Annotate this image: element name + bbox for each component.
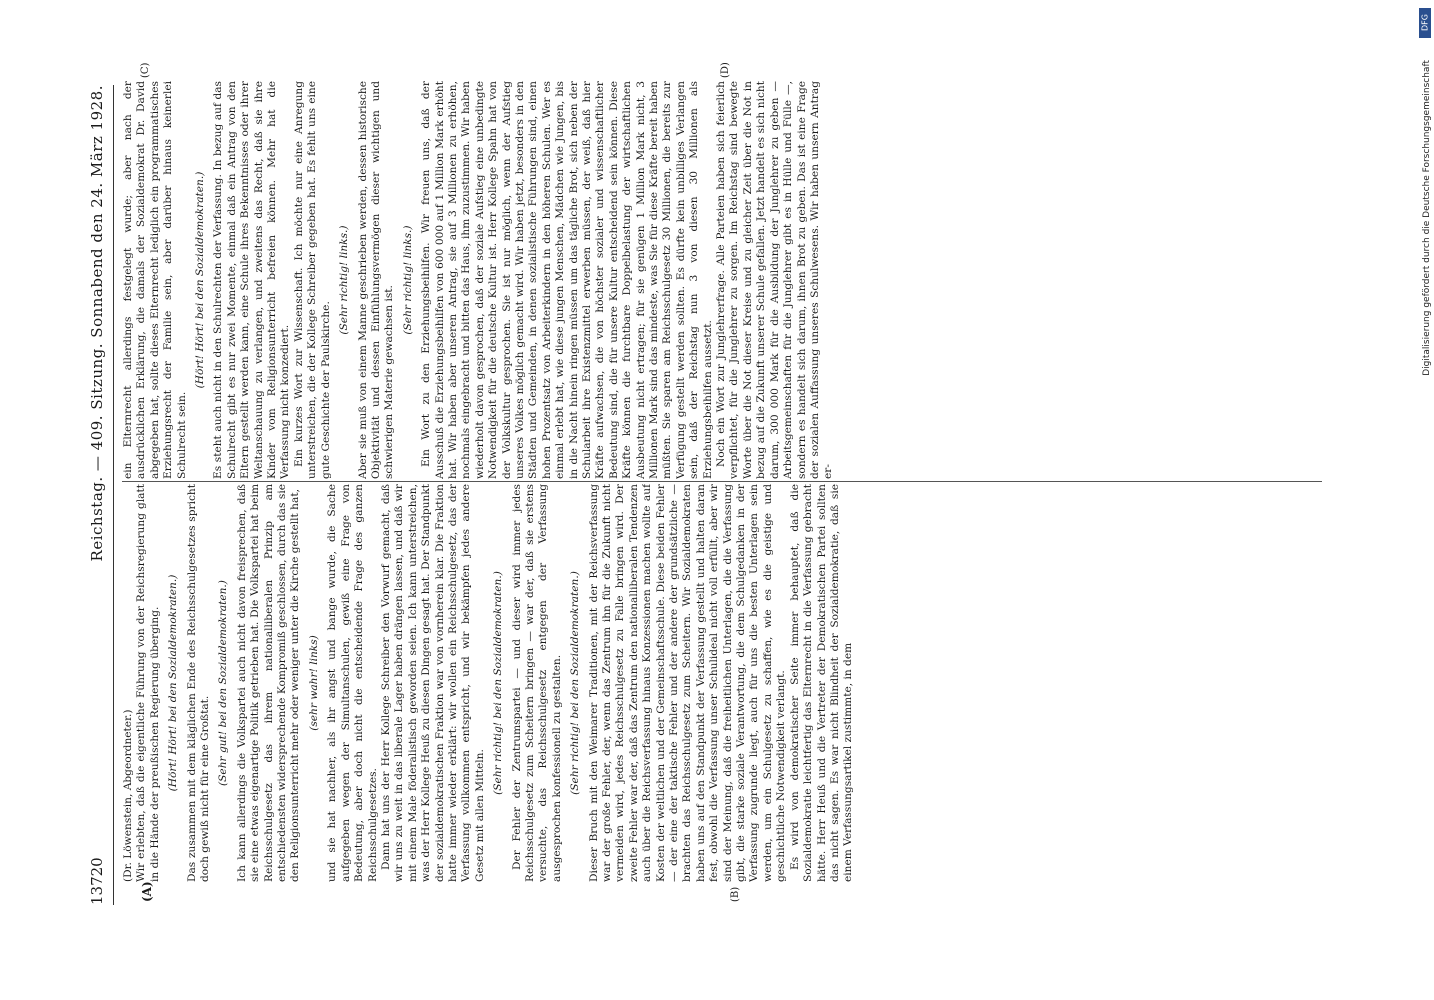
paragraph: und sie hat nachher, als ihr angst und bange wurde, die Sache aufgegeben wegen der Simultanschulen, gewiß eine Frage von Bedeutung, aber doch nicht die entscheidende Frage des ganzen Reichsschulgesetzes.: [326, 484, 379, 882]
interjection: (Sehr richtig! links.): [401, 225, 414, 335]
paragraph: Aber sie muß von einem Manne geschrieben werden, dessen historische Objektivität und dessen Einfühlungsvermögen dieser wichtigen und schwierigen Materie gewachsen ist.: [356, 81, 396, 479]
paragraph: Dann hat uns der Herr Kollege Schreiber den Vorwurf gemacht, daß wir uns zu weit in das liberale Lager haben drängen lassen, und daß wir mit einem Male föderalistisch geworden seien. Ich kann unterstreichen, was der Herr Kollege Heuß zu diesen Dingen gesagt hat. Der Standpunkt der sozialdemokratischen Fraktion war von vornherein klar. Die Fraktion hatte immer wieder erklärt: wir wollen ein Reichsschulgesetz, das der Verfassung vollkommen entspricht, und wir bekämpfen jedes andere Gesetz mit allen Mitteln.: [379, 484, 486, 882]
paragraph: Es wird von demokratischer Seite immer behauptet, daß die Sozialdemokratie leichtfertig das Elternrecht in die Verfassung gebracht hätte. Herr Heuß und die Vertreter der Demokratischen Partei sollten das nicht sagen. Es war nicht Blindheit der Sozialdemokratie, daß sie einem Verfassungsartikel zustimmte, in dem: [788, 484, 855, 882]
interjection: (Sehr richtig! bei den Sozialdemokraten.): [569, 571, 582, 795]
margin-marker-d: (D): [720, 62, 731, 78]
paragraph: Ein Wort zu den Erziehungsbeihilfen. Wir freuen uns, daß der Ausschuß die Erziehungsbeihilfen von 600 000 auf 1 Million Mark erhöht hat. Wir haben aber unseren Antrag, sie auf 3 Millionen zu erhöhen, nochmals eingebracht und bitten das Haus, ihm zuzustimmen. Wir haben wiederholt davon gesprochen, daß der soziale Aufstieg eine unbedingte Notwendigkeit für die deutsche Kultur ist. Herr Kollege Spahn hat von der Volkskultur gesprochen. Sie ist nur möglich, wenn der Aufstieg unseres Volkes möglich gemacht wird. Wir haben jetzt, besonders in den Städten und Gemeinden, in denen sozialistische Führungen sind, einen hohen Prozentsatz von Arbeiterkindern in den höheren Schulen. Wer es einmal erlebt hat, wie diese jungen Menschen, Mädchen wie Jungen, bis in die Nacht hinein ringen müssen um das tägliche Brot, sich neben der Schularbeit ihre Existenzmittel erwerben müssen, der weiß, daß hier Kräfte aufwachsen, die von höchster sozialer und wissenschaftlicher Bedeutung sind, die für unsere Kultur entscheidend sein können. Diese Kräfte können die furchtbare Doppelbelastung der wirtschaftlichen Ausbeutung nicht ertragen; für sie genügen 1 Million Mark nicht, 3 Millionen Mark sind das mindeste, was Sie für diese Kräfte bereit haben müßten. Sie sparen am Reichsschulgesetz 30 Millionen, die bereits zur Verfügung gestellt werden sollten. Es dürfte kein unbilliges Verlangen sein, daß der Reichstag nun 3 von diesen 30 Millionen als Erziehungsbeihilfen aussetzt.: [420, 81, 714, 479]
interjection: (Hört! Hört! bei den Sozialdemokraten.): [167, 574, 180, 792]
column-divider: [122, 481, 1322, 482]
interjection: (Hört! Hört! bei den Sozialdemokraten.): [194, 171, 207, 389]
paragraph: Noch ein Wort zur Junglehrerfrage. Alle Parteien haben sich feierlich verpflichtet, für die Junglehrer zu sorgen. Im Reichstag sind bewegte Worte über die Not dieser Kreise und zu gleicher Zeit über die Not in bezug auf die Zukunft unserer Schule gefallen. Jetzt handelt es sich nicht darum, 300 000 Mark für die Ausbildung der Junglehrer zu geben — Arbeitsgemeinschaften für die Junglehrer gibt es in Hülle und Fülle —, sondern es handelt sich darum, ihnen Brot zu geben. Das ist eine Frage der sozialen Auffassung unseres Schulwesens. Wir haben unsern Antrag er-: [715, 81, 835, 479]
header-rule: [113, 85, 114, 905]
paragraph: Der Fehler der Zentrumspartei — und dieser wird immer jedes Reichsschulgesetz zum Scheitern bringen — war der, daß sie erstens versuchte, das Reichsschulgesetz entgegen der Verfassung ausgesprochen konfessionell zu gestalten.: [510, 484, 563, 882]
paragraph: Ich kann allerdings die Volkspartei auch nicht davon freisprechen, daß sie eine etwas eigenartige Politik getrieben hat. Die Volkspartei hat beim Reichsschulgesetz das ihrem nationalliberalen Prinzip am entschiedensten widersprechende Kompromiß geschlossen, durch das sie den Religionsunterricht mehr oder weniger unter die Kirche gestellt hat,: [235, 484, 302, 882]
paragraph: Ein kurzes Wort zur Wissenschaft. Ich möchte nur eine Anregung unterstreichen, die der Kollege Schreiber gegeben hat. Es fehlt uns eine gute Geschichte der Paulskirche.: [292, 81, 332, 479]
paragraph: Wir erlebten, daß die eigentliche Führung von der Reichsregierung glatt in die Hände der preußischen Regierung überging.: [135, 484, 161, 882]
margin-marker-c: (C): [140, 62, 151, 78]
paragraph: Das zusammen mit dem kläglichen Ende des Reichsschulgesetzes spricht doch gewiß nicht für eine Großtat.: [185, 484, 212, 882]
right-column: [122, 81, 1322, 479]
digitization-credit: Digitalisierung gefördert durch die Deutsche Forschungsgemeinschaft: [1422, 60, 1432, 376]
interjection: (Sehr richtig! links.): [338, 225, 351, 335]
paragraph: (Dr. Löwenstein, Abgeordneter.): [122, 709, 134, 882]
interjection: (Sehr richtig! bei den Sozialdemokraten.): [492, 571, 505, 795]
paragraph: Es steht auch nicht in den Schulrechten der Verfassung. In bezug auf das Schulrecht gibt es nur zwei Momente, einmal daß ein Antrag von den Eltern gestellt werden kann, eine Schule ihres Bekenntnisses oder ihrer Weltanschauung zu verlangen, und zweitens das Recht, daß sie ihre Kinder vom Religionsunterricht befreien können. Mehr hat die Verfassung nicht konzediert.: [212, 81, 292, 479]
left-column: [122, 484, 1322, 882]
margin-marker-a: (A): [140, 881, 154, 902]
watermark-strip: [1420, 0, 1434, 1000]
paragraph: Dieser Bruch mit den Weimarer Traditionen, mit der Reichsverfassung war der große Fehler, der, wenn das Zentrum ihn für die Zukunft nicht vermeiden wird, jedes Reichsschulgesetz zu Falle bringen wird. Der zweite Fehler war der, daß das Zentrum den nationalliberalen Tendenzen auch über die Reichsverfassung hinaus Konzessionen machen wollte auf Kosten der weltlichen und der Gemeinschaftsschule. Diese beiden Fehler — der eine der taktische Fehler und der andere der grundsätzliche — brachten das Reichsschulgesetz zum Scheitern. Wir Sozialdemokraten haben uns auf den Standpunkt der Verfassung gestellt und halten daran fest, obwohl die Verfassung unser Schulideal nicht voll erfüllt, aber wir sind der Meinung, daß die freiheitlichen Unterlagen, die die Verfassung gibt, die starke soziale Verantwortung, die dem Schulgedanken in der Verfassung zugrunde liegt, auch für uns die besten Unterlagen sein werden, um ein Schulgesetz zu schaffen, wie es die geistige und geschichtliche Notwendigkeit verlangt.: [587, 484, 788, 882]
interjection: (sehr wahr! links): [307, 635, 320, 731]
page-number: 13720: [88, 857, 106, 905]
dfg-logo: DFG: [1419, 8, 1431, 38]
margin-marker-b: (B): [730, 886, 741, 902]
page-header: [88, 85, 112, 905]
page-title: Reichstag. — 409. Sitzung. Sonnabend den 24. März 1928.: [88, 85, 106, 562]
paragraph: ein Elternrecht allerdings festgelegt wurde; aber nach der ausdrücklichen Erklärung, die damals der Sozialdemokrat Dr. David abgegeben hat, sollte dieses Elternrecht lediglich ein programmatisches Erziehungsrecht der Familie sein, aber darüber hinaus keinerlei Schulrecht sein.: [122, 81, 188, 479]
interjection: (Sehr gut! bei den Sozialdemokraten.): [217, 580, 230, 786]
